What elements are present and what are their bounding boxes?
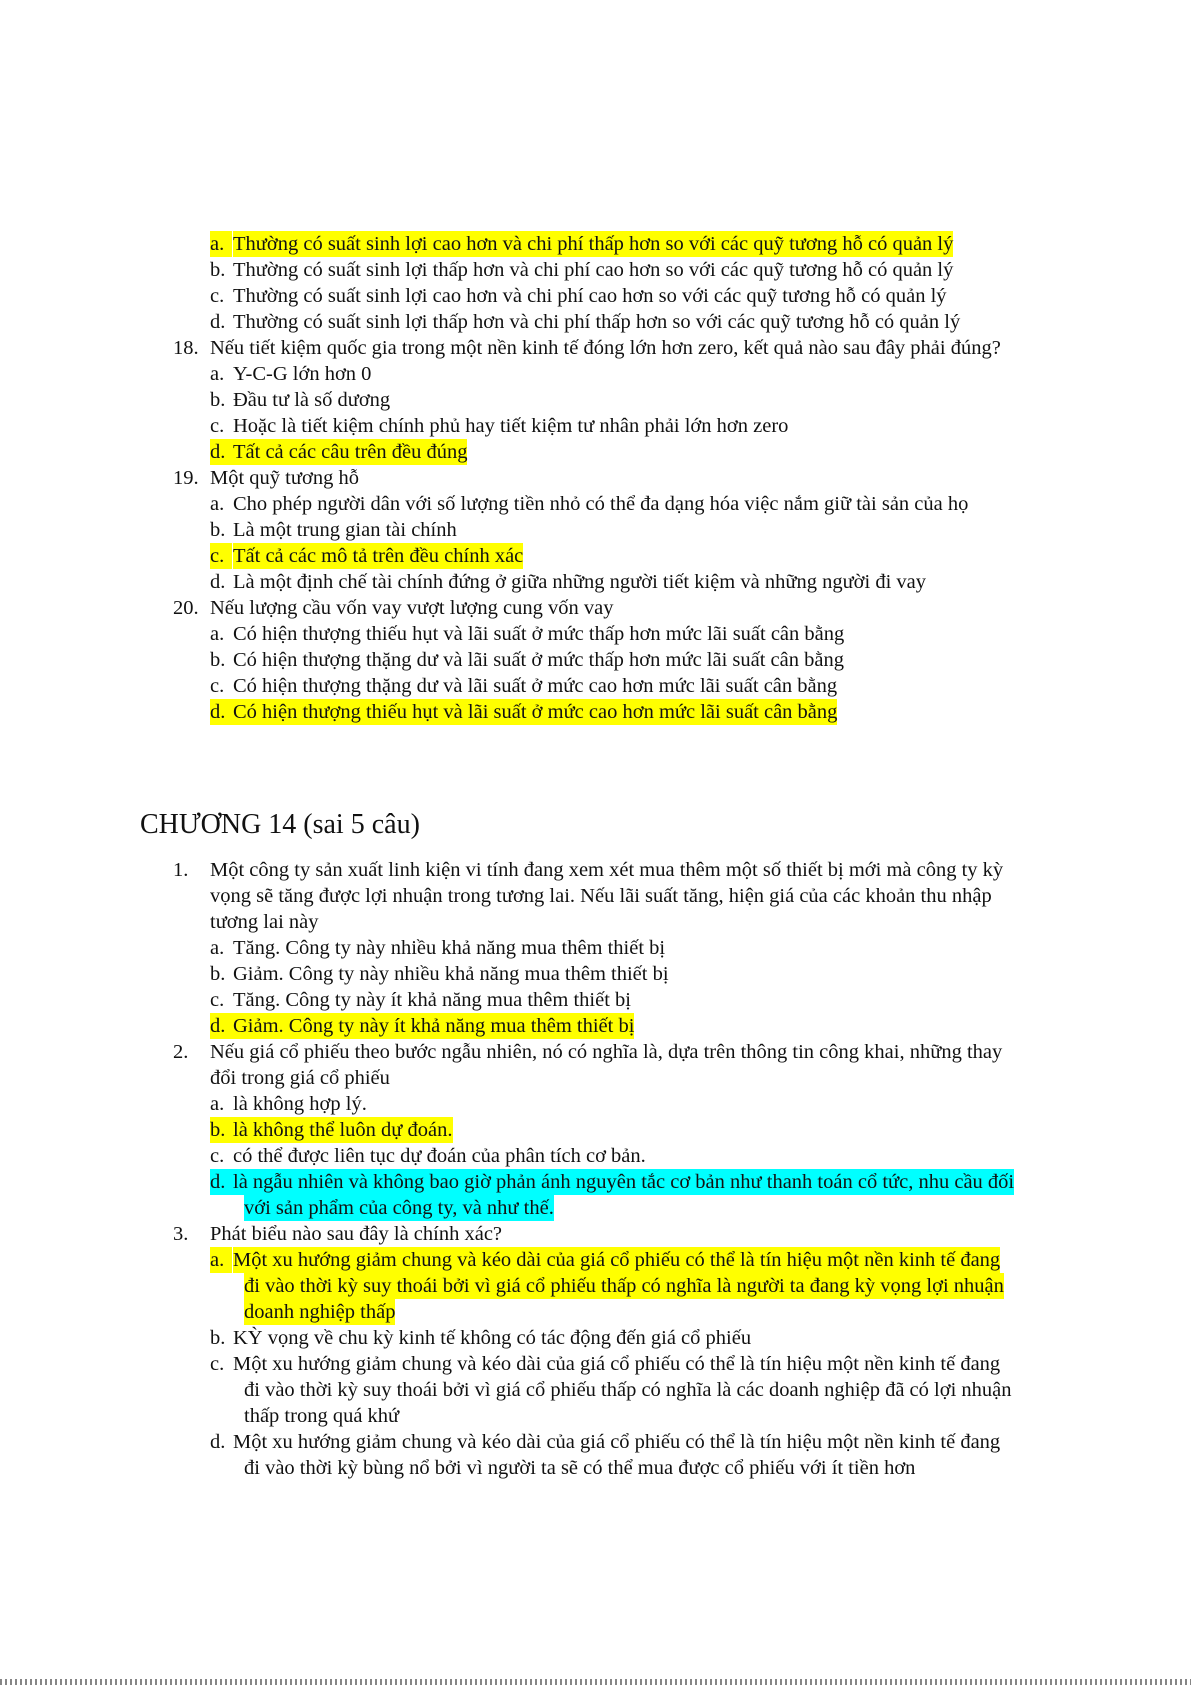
c14q3-option-d-text-line-2: đi vào thời kỳ bùng nổ bởi vì người ta sẽ có thể mua được cổ phiếu với ít tiền hơn [244,1457,916,1479]
c14q3-text: Phát biểu nào sau đây là chính xác? [210,1223,503,1245]
c14q2-option-c-letter: c. [210,1145,225,1167]
q17-option-c-text: Thường có suất sinh lợi cao hơn và chi phí cao hơn so với các quỹ tương hỗ có quản lý [233,285,947,307]
q18-option-c-letter: c. [210,415,225,437]
c14q3-option-c-text-line-3: thấp trong quá khứ [244,1405,400,1427]
c14q2-option-a-text: là không hợp lý. [233,1093,367,1115]
c14q2-option-b-letter: b. [210,1117,233,1143]
c14q2-text-line: đổi trong giá cổ phiếu [210,1067,390,1089]
q17-option-d-letter: d. [210,311,226,333]
c14q2-option-d-text: là ngẫu nhiên và không bao giờ phản ánh nguyên tắc cơ bản như thanh toán cổ tức, nhu cầu đối [233,1171,1015,1193]
q18-option-d-letter: d. [210,439,233,465]
q20-option-c-text: Có hiện thượng thặng dư và lãi suất ở mức cao hơn mức lãi suất cân bằng [233,675,838,697]
c14q3-option-b-letter: b. [210,1327,226,1349]
q20-option-a-letter: a. [210,623,225,645]
chapter-heading: CHƯƠNG 14 (sai 5 câu) [140,809,420,840]
c14q1-option-a-letter: a. [210,937,225,959]
q17-option-d-text: Thường có suất sinh lợi thấp hơn và chi phí thấp hơn so với các quỹ tương hỗ có quản lý [233,311,961,333]
q19-option-c-text: Tất cả các mô tả trên đều chính xác [233,545,524,567]
q17-option-a-text: Thường có suất sinh lợi cao hơn và chi phí thấp hơn so với các quỹ tương hỗ có quản lý [233,233,954,255]
c14q2-number: 2. [173,1041,189,1063]
c14q1-number: 1. [173,859,189,881]
q20-text: Nếu lượng cầu vốn vay vượt lượng cung vốn vay [210,597,614,619]
c14q3-option-d-text: Một xu hướng giảm chung và kéo dài của giá cổ phiếu có thể là tín hiệu một nền kinh tế đang [233,1431,1001,1453]
q17-option-b-text: Thường có suất sinh lợi thấp hơn và chi phí cao hơn so với các quỹ tương hỗ có quản lý [233,259,954,281]
c14q3-option-b-text: KỲ vọng về chu kỳ kinh tế không có tác động đến giá cổ phiếu [233,1327,752,1349]
q19-option-a-letter: a. [210,493,225,515]
c14q1-text-line: vọng sẽ tăng được lợi nhuận trong tương lai. Nếu lãi suất tăng, hiện giá của các khoản thu nhập [210,885,992,907]
q20-number: 20. [173,597,199,619]
q19-option-c-letter: c. [210,543,232,569]
c14q2-text-line: Nếu giá cổ phiếu theo bước ngẫu nhiên, nó có nghĩa là, dựa trên thông tin công khai, những thay [210,1041,1003,1063]
c14q1-option-d-text: Giảm. Công ty này ít khả năng mua thêm thiết bị [233,1015,635,1037]
q17-option-a-letter: a. [210,231,232,257]
q19-option-a-text: Cho phép người dân với số lượng tiền nhỏ có thể đa dạng hóa việc nắm giữ tài sản của họ [233,493,969,515]
c14q2-option-c-text: có thể được liên tục dự đoán của phân tích cơ bản. [233,1145,646,1167]
c14q1-text-line: tương lai này [210,911,319,933]
q19-option-b-letter: b. [210,519,226,541]
q18-option-d-text: Tất cả các câu trên đều đúng [233,441,468,463]
q19-option-b-text: Là một trung gian tài chính [233,519,457,541]
q17-option-c-letter: c. [210,285,225,307]
c14q3-option-a-text-line-2: đi vào thời kỳ suy thoái bởi vì giá cổ phiếu thấp có nghĩa là người ta đang kỳ vọng lợi nhuận [244,1275,1004,1297]
q19-number: 19. [173,467,199,489]
c14q3-option-c-letter: c. [210,1353,225,1375]
q20-option-a-text: Có hiện thượng thiếu hụt và lãi suất ở mức thấp hơn mức lãi suất cân bằng [233,623,845,645]
c14q3-option-a-text-line-3: doanh nghiệp thấp [244,1301,396,1323]
c14q1-option-a-text: Tăng. Công ty này nhiều khả năng mua thêm thiết bị [233,937,666,959]
q18-option-c-text: Hoặc là tiết kiệm chính phủ hay tiết kiệm tư nhân phải lớn hơn zero [233,415,789,437]
c14q2-option-b-text: là không thể luôn dự đoán. [233,1119,453,1141]
c14q1-option-b-text: Giảm. Công ty này nhiều khả năng mua thêm thiết bị [233,963,669,985]
c14q3-option-c-text-line-2: đi vào thời kỳ suy thoái bởi vì giá cổ phiếu thấp có nghĩa là các doanh nghiệp đã có lợi nhuận [244,1379,1012,1401]
c14q3-option-d-letter: d. [210,1431,226,1453]
page-bottom-edge [0,1679,1191,1685]
c14q2-option-d-letter: d. [210,1169,233,1195]
q18-option-b-text: Đầu tư là số dương [233,389,391,411]
q18-option-b-letter: b. [210,389,226,411]
q20-option-b-text: Có hiện thượng thặng dư và lãi suất ở mức thấp hơn mức lãi suất cân bằng [233,649,844,671]
q20-option-c-letter: c. [210,675,225,697]
c14q1-option-c-letter: c. [210,989,225,1011]
c14q1-option-c-text: Tăng. Công ty này ít khả năng mua thêm thiết bị [233,989,631,1011]
c14q3-option-a-letter: a. [210,1247,232,1273]
c14q2-option-a-letter: a. [210,1093,225,1115]
q17-option-b-letter: b. [210,259,226,281]
c14q1-text-line: Một công ty sản xuất linh kiện vi tính đang xem xét mua thêm một số thiết bị mới mà công ty kỳ [210,859,1004,881]
c14q2-option-d-text-line-2: với sản phẩm của công ty, và như thế. [244,1197,554,1219]
q19-option-d-letter: d. [210,571,226,593]
q18-number: 18. [173,337,199,359]
c14q3-option-a-text: Một xu hướng giảm chung và kéo dài của giá cổ phiếu có thể là tín hiệu một nền kinh tế đang [233,1249,1001,1271]
q18-option-a-letter: a. [210,363,225,385]
q20-option-b-letter: b. [210,649,226,671]
c14q3-option-c-text: Một xu hướng giảm chung và kéo dài của giá cổ phiếu có thể là tín hiệu một nền kinh tế đang [233,1353,1001,1375]
q20-option-d-letter: d. [210,699,233,725]
q19-option-d-text: Là một định chế tài chính đứng ở giữa những người tiết kiệm và những người đi vay [233,571,927,593]
c14q3-number: 3. [173,1223,189,1245]
c14q1-option-d-letter: d. [210,1013,233,1039]
c14q1-option-b-letter: b. [210,963,226,985]
q18-text: Nếu tiết kiệm quốc gia trong một nền kinh tế đóng lớn hơn zero, kết quả nào sau đây phải đúng? [210,337,1001,359]
q20-option-d-text: Có hiện thượng thiếu hụt và lãi suất ở mức cao hơn mức lãi suất cân bằng [233,701,838,723]
q18-option-a-text: Y-C-G lớn hơn 0 [233,363,372,385]
q19-text: Một quỹ tương hỗ [210,467,359,489]
